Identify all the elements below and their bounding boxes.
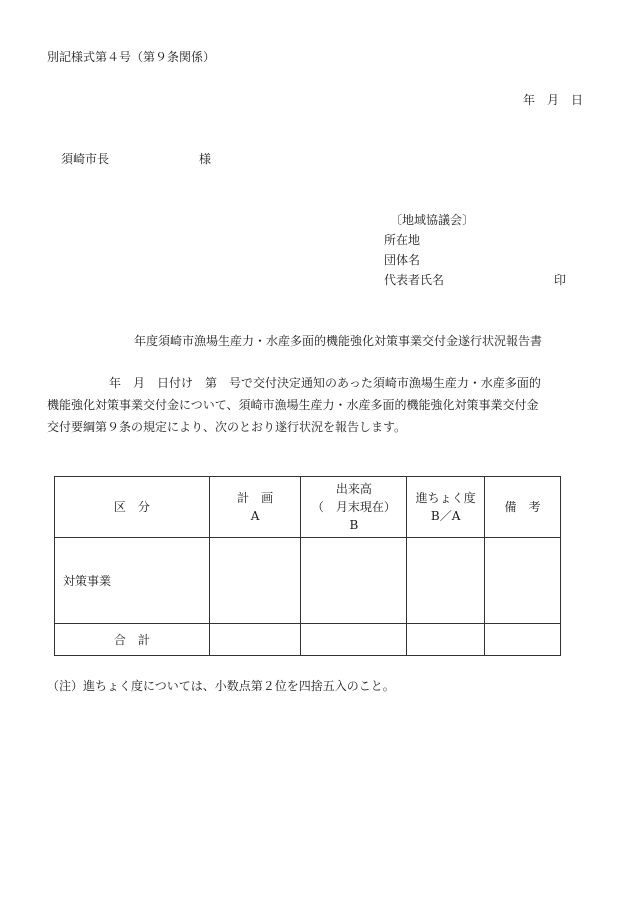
header-plan-symbol: A (250, 509, 260, 523)
association-label: 〔地域協議会〕 (390, 213, 475, 227)
progress-table (54, 476, 561, 656)
header-category: 区 分 (55, 477, 210, 538)
row-label-measure: 対策事業 (55, 538, 210, 624)
header-actual-label: 出来高 (335, 482, 372, 496)
report-body (47, 372, 587, 438)
addressee (61, 151, 211, 167)
address-label: 所在地 (384, 233, 421, 247)
header-actual-symbol: B (349, 518, 359, 532)
header-plan (209, 477, 301, 538)
table-row (55, 624, 561, 656)
body-line-2: 機能強化対策事業交付金について、須崎市漁場生産力・水産多面的機能強化対策事業交付金 (47, 398, 539, 412)
addressee-name: 須崎市長 (61, 152, 110, 166)
header-actual-date: （ 月末現在） (311, 500, 396, 514)
header-remarks: 備 考 (485, 477, 561, 538)
footnote: （注）進ちょく度については、小数点第２位を四捨五入のこと。 (47, 679, 395, 693)
cell-remarks (485, 538, 561, 624)
report-title: 年度須崎市漁場生産力・水産多面的機能強化対策事業交付金遂行状況報告書 (134, 334, 543, 348)
body-line-1: 年 月 日付け 第 号で交付決定通知のあった須崎市漁場生産力・水産多面的 (109, 376, 541, 390)
form-number: 別記様式第４号（第９条関係） (47, 50, 216, 64)
header-progress-formula: B／A (430, 509, 461, 523)
table-row (55, 538, 561, 624)
cell-actual (301, 538, 407, 624)
cell-total-actual (301, 624, 407, 656)
cell-progress (407, 538, 485, 624)
cell-total-remarks (485, 624, 561, 656)
organization-label: 団体名 (384, 253, 421, 267)
cell-plan (209, 538, 301, 624)
table-header-row (55, 477, 561, 538)
cell-total-plan (209, 624, 301, 656)
applicant-block (384, 210, 574, 290)
body-line-3: 交付要綱第９条の規定により、次のとおり遂行状況を報告します。 (47, 420, 407, 434)
header-plan-label: 計 画 (237, 491, 274, 505)
addressee-honorific: 様 (199, 152, 212, 166)
header-progress-label: 進ちょく度 (415, 491, 476, 505)
row-label-total: 合 計 (55, 624, 210, 656)
seal-mark: 印 (553, 273, 566, 287)
cell-total-progress (407, 624, 485, 656)
representative-label: 代表者氏名 (384, 273, 445, 287)
header-progress (407, 477, 485, 538)
date-line: 年 月 日 (522, 93, 583, 107)
header-actual (301, 477, 407, 538)
